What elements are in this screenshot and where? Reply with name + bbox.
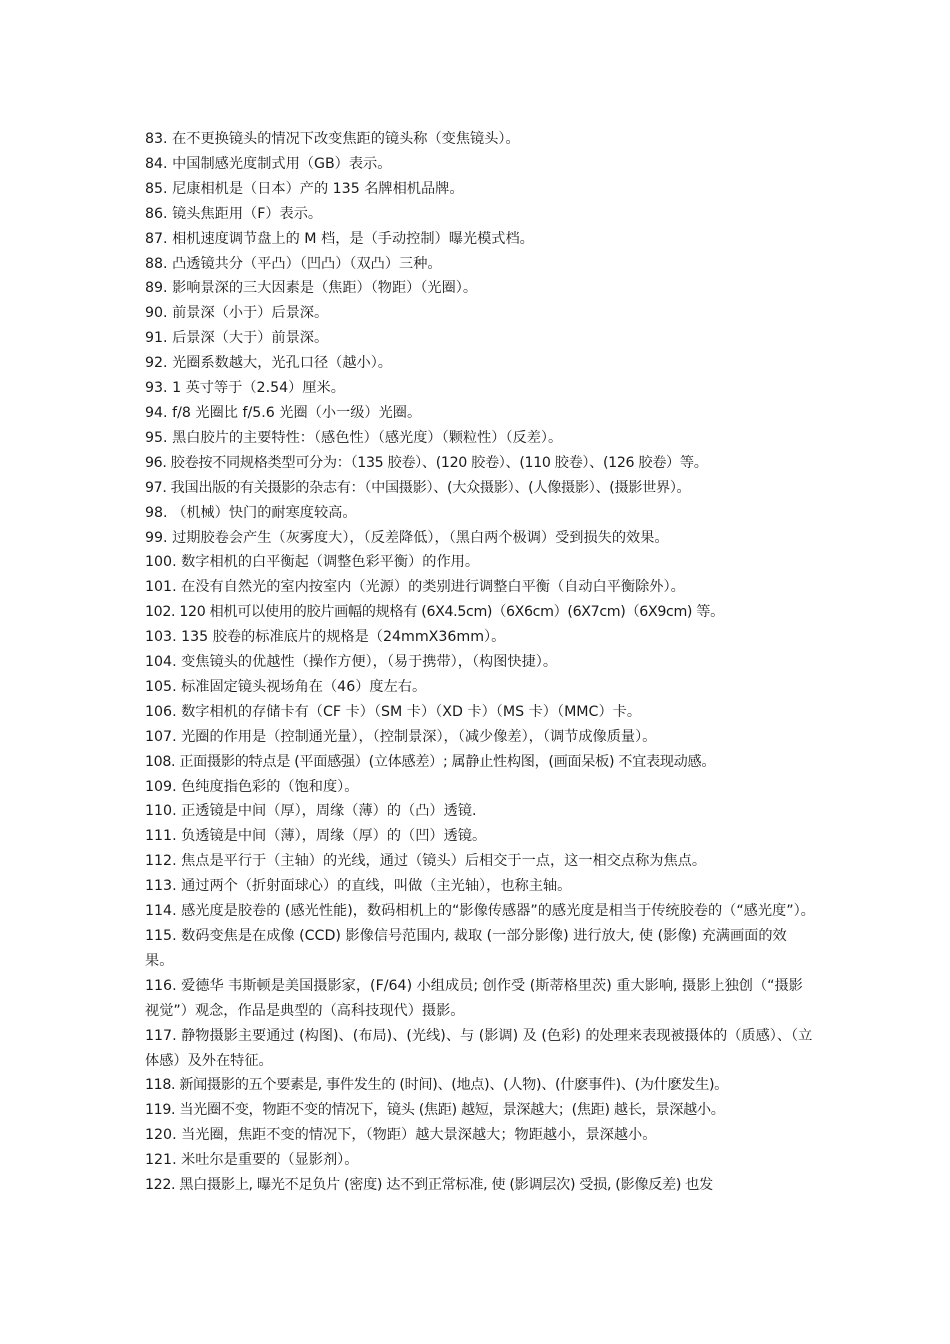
list-item: 114. 感光度是胶卷的 (感光性能)，数码相机上的“影像传感器”的感光度是相当于传统胶卷的（“感光度”）。 xyxy=(145,903,815,920)
list-item: 119. 当光圈不变，物距不变的情况下，镜头 (焦距) 越短，景深越大；(焦距) 越长，景深越小。 xyxy=(145,1102,725,1119)
list-item: 122. 黑白摄影上, 曝光不足负片 (密度) 达不到正常标准, 使 (影调层次) 受损, (影像反差) 也发 xyxy=(145,1177,713,1194)
list-item: 105. 标准固定镜头视场角在（46）度左右。 xyxy=(145,678,427,695)
list-item: 106. 数字相机的存储卡有（CF 卡）（SM 卡）（XD 卡）（MS 卡）（MMC）卡。 xyxy=(145,703,642,720)
list-item: 111. 负透镜是中间（薄），周缘（厚）的（凹）透镜。 xyxy=(145,828,487,845)
list-item: 95. 黑白胶片的主要特性：（感色性）（感光度）（颗粒性）（反差）。 xyxy=(145,429,563,446)
list-item: 89. 影响景深的三大因素是（焦距）（物距）（光圈）。 xyxy=(145,280,478,297)
list-item: 121. 米吐尔是重要的（显影剂）。 xyxy=(145,1152,359,1169)
list-item: 94. f/8 光圈比 f/5.6 光圈（小一级）光圈。 xyxy=(145,404,422,421)
list-item: 102. 120 相机可以使用的胶片画幅的规格有 (6X4.5cm)（6X6cm）(6X7cm)（6X9cm) 等。 xyxy=(145,604,724,621)
list-item: 100. 数字相机的白平衡起（调整色彩平衡）的作用。 xyxy=(145,554,480,571)
list-item: 107. 光圈的作用是（控制通光量），（控制景深），（减少像差），（调节成像质量）。 xyxy=(145,728,657,745)
list-item: 120. 当光圈，焦距不变的情况下，（物距）越大景深越大；物距越小，景深越小。 xyxy=(145,1127,657,1144)
list-item: 92. 光圈系数越大，光孔口径（越小）。 xyxy=(145,355,392,372)
list-item: 87. 相机速度调节盘上的 M 档，是（手动控制）曝光模式档。 xyxy=(145,230,534,247)
list-item: 96. 胶卷按不同规格类型可分为：（135 胶卷）、(120 胶卷）、(110 胶卷）、(126 胶卷）等。 xyxy=(145,454,708,471)
list-item: 90. 前景深（小于）后景深。 xyxy=(145,305,329,322)
list-item: 83. 在不更换镜头的情况下改变焦距的镜头称（变焦镜头）。 xyxy=(145,131,520,147)
list-item: 85. 尼康相机是（日本）产的 135 名牌相机品牌。 xyxy=(145,180,464,197)
document-body xyxy=(145,127,815,1198)
list-item: 93. 1 英寸等于（2.54）厘米。 xyxy=(145,380,345,397)
list-item: 108. 正面摄影的特点是 (平面感强）(立体感差）; 属静止性构图，(画面呆板) 不宜表现动感。 xyxy=(145,753,716,770)
list-item: 101. 在没有自然光的室内按室内（光源）的类别进行调整白平衡（自动白平衡除外）。 xyxy=(145,579,685,596)
list-item: 116. 爱德华 韦斯顿是美国摄影家，(F/64) 小组成员; 创作受 (斯蒂格里茨) 重大影响, 摄影上独创（“摄影视觉”）观念，作品是典型的（高科技现代）摄影。 xyxy=(145,977,803,1019)
list-item: 97. 我国出版的有关摄影的杂志有：（中国摄影）、(大众摄影）、(人像摄影）、(摄影世界）。 xyxy=(145,479,691,496)
list-item: 112. 焦点是平行于（主轴）的光线，通过（镜头）后相交于一点，这一相交点称为焦点。 xyxy=(145,853,707,870)
list-item: 98. （机械）快门的耐寒度较高。 xyxy=(145,504,357,521)
list-item: 86. 镜头焦距用（F）表示。 xyxy=(145,205,323,222)
list-item: 88. 凸透镜共分（平凸）（凹凸）（双凸）三种。 xyxy=(145,255,442,272)
list-item: 103. 135 胶卷的标准底片的规格是（24mmX36mm）。 xyxy=(145,629,506,646)
list-item: 117. 静物摄影主要通过 (构图)、(布局)、(光线)、与 (影调) 及 (色彩) 的处理来表现被摄体的（质感）、（立体感）及外在特征。 xyxy=(145,1027,813,1069)
list-item: 99. 过期胶卷会产生（灰雾度大），（反差降低），（黑白两个极调）受到损失的效果。 xyxy=(145,529,669,546)
list-item: 118. 新闻摄影的五个要素是, 事件发生的 (时间)、(地点)、(人物)、(什麽事件)、(为什麽发生)。 xyxy=(145,1077,728,1094)
list-item: 110. 正透镜是中间（厚），周缘（薄）的（凸）透镜. xyxy=(145,803,477,820)
list-item: 84. 中国制感光度制式用（GB）表示。 xyxy=(145,155,392,172)
list-item: 115. 数码变焦是在成像 (CCD) 影像信号范围内, 裁取 (一部分影像) 进行放大, 使 (影像) 充满画面的效果。 xyxy=(145,928,787,969)
list-item: 113. 通过两个（折射面球心）的直线，叫做（主光轴），也称主轴。 xyxy=(145,878,572,895)
list-item: 109. 色纯度指色彩的（饱和度）。 xyxy=(145,778,359,795)
list-item: 91. 后景深（大于）前景深。 xyxy=(145,330,329,347)
list-item: 104. 变焦镜头的优越性（操作方便），（易于携带），（构图快捷）。 xyxy=(145,654,558,671)
